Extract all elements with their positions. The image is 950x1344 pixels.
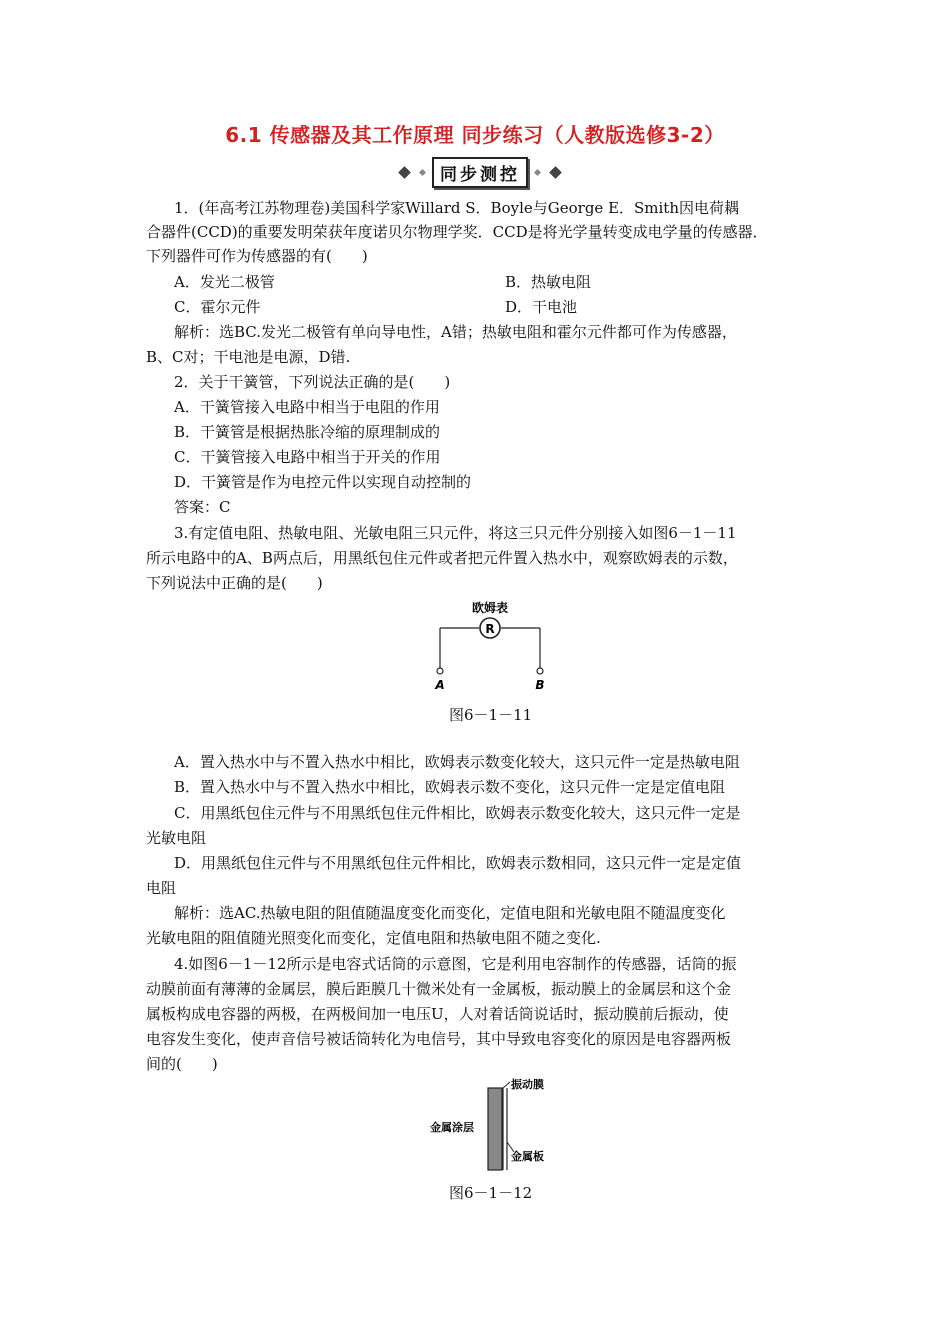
q3-option-a: A．置入热水中与不置入热水中相比，欧姆表示数变化较大，这只元件一定是热敏电阻 bbox=[174, 753, 740, 771]
q3-stem-line1: 3.有定值电阻、热敏电阻、光敏电阻三只元件，将这三只元件分别接入如图6－1－11 bbox=[174, 524, 737, 542]
q3-stem-line3: 下列说法中正确的是( ) bbox=[146, 574, 323, 592]
q3-option-b: B．置入热水中与不置入热水中相比，欧姆表示数不变化，这只元件一定是定值电阻 bbox=[174, 778, 726, 796]
figure-caption-11: 图6－1－11 bbox=[449, 706, 533, 724]
q3-option-c-line2: 光敏电阻 bbox=[146, 829, 207, 847]
q1-analysis-line1: 解析：选BC.发光二极管有单向导电性，A错；热敏电阻和霍尔元件都可作为传感器， bbox=[174, 323, 737, 341]
q1-analysis-line2: B、C对；干电池是电源，D错. bbox=[146, 348, 351, 366]
q2-option-a: A．干簧管接入电路中相当于电阻的作用 bbox=[174, 398, 440, 416]
q4-stem-line5: 间的( ) bbox=[146, 1055, 218, 1073]
metal-coating-layer bbox=[488, 1088, 502, 1170]
q4-stem-line3: 属板构成电容器的两极，在两极间加一电压U，人对着话筒说话时，振动膜前后振动，使 bbox=[146, 1005, 729, 1023]
q1-option-d: D．干电池 bbox=[505, 298, 578, 316]
q1-stem-line1: 1．(年高考江苏物理卷)美国科学家Willard S．Boyle与George E．Smith因电荷耦 bbox=[174, 199, 739, 217]
section-banner bbox=[390, 157, 570, 187]
ohmmeter-r-label: R bbox=[485, 622, 495, 636]
vibration-film-label: 振动膜 bbox=[511, 1078, 544, 1091]
terminal-b-label: B bbox=[535, 678, 545, 692]
diamond-icon bbox=[398, 166, 411, 179]
figure-caption-12: 图6－1－12 bbox=[449, 1184, 533, 1202]
metal-coating-label: 金属涂层 bbox=[430, 1121, 474, 1134]
film-leader-line bbox=[503, 1082, 510, 1088]
q2-option-b: B．干簧管是根据热胀冷缩的原理制成的 bbox=[174, 423, 441, 441]
terminal-b bbox=[537, 668, 543, 674]
diamond-icon bbox=[534, 168, 541, 175]
q1-option-c: C．霍尔元件 bbox=[174, 298, 261, 316]
q2-option-c: C．干簧管接入电路中相当于开关的作用 bbox=[174, 448, 441, 466]
terminal-a bbox=[437, 668, 443, 674]
q3-analysis-line2: 光敏电阻的阻值随光照变化而变化，定值电阻和热敏电阻不随之变化. bbox=[146, 929, 601, 947]
q1-stem-line3: 下列器件可作为传感器的有( ) bbox=[146, 247, 368, 265]
q1-stem-line2: 合器件(CCD)的重要发明荣获年度诺贝尔物理学奖．CCD是将光学量转变成电学量的传感器． bbox=[146, 223, 768, 241]
q2-option-d: D．干簧管是作为电控元件以实现自动控制的 bbox=[174, 473, 472, 491]
q3-option-d-line2: 电阻 bbox=[146, 879, 177, 897]
q3-analysis-line1: 解析：选AC.热敏电阻的阻值随温度变化而变化，定值电阻和光敏电阻不随温度变化 bbox=[174, 904, 726, 922]
diamond-icon bbox=[549, 166, 562, 179]
q4-stem-line4: 电容发生变化，使声音信号被话筒转化为电信号，其中导致电容变化的原因是电容器两板 bbox=[146, 1030, 732, 1048]
q2-answer: 答案：C bbox=[174, 498, 231, 516]
q4-stem-line2: 动膜前面有薄薄的金属层，膜后距膜几十微米处有一金属板，振动膜上的金属层和这个金 bbox=[146, 980, 732, 998]
diamond-icon bbox=[419, 168, 426, 175]
microphone-capacitor-figure bbox=[426, 1078, 566, 1178]
ohmmeter-label: 欧姆表 bbox=[471, 601, 509, 615]
q1-option-b: B．热敏电阻 bbox=[505, 273, 592, 291]
terminal-a-label: A bbox=[435, 678, 445, 692]
q4-stem-line1: 4.如图6－1－12所示是电容式话筒的示意图，它是利用电容制作的传感器，话筒的振 bbox=[174, 955, 737, 973]
metal-plate-label: 金属板 bbox=[511, 1150, 544, 1163]
ohmmeter-circuit-figure bbox=[420, 598, 560, 694]
q2-stem: 2．关于干簧管，下列说法正确的是( ) bbox=[174, 373, 451, 391]
page-title: 6.1 传感器及其工作原理 同步练习（人教版选修3-2） bbox=[225, 123, 725, 147]
q3-option-d-line1: D．用黑纸包住元件与不用黑纸包住元件相比，欧姆表示数相同，这只元件一定是定值 bbox=[174, 854, 742, 872]
q3-option-c-line1: C．用黑纸包住元件与不用黑纸包住元件相比，欧姆表示数变化较大，这只元件一定是 bbox=[174, 804, 741, 822]
q1-option-a: A．发光二极管 bbox=[174, 273, 275, 291]
q3-stem-line2: 所示电路中的A、B两点后，用黑纸包住元件或者把元件置入热水中，观察欧姆表的示数， bbox=[146, 549, 738, 567]
banner-label: 同步测控 bbox=[432, 157, 528, 188]
